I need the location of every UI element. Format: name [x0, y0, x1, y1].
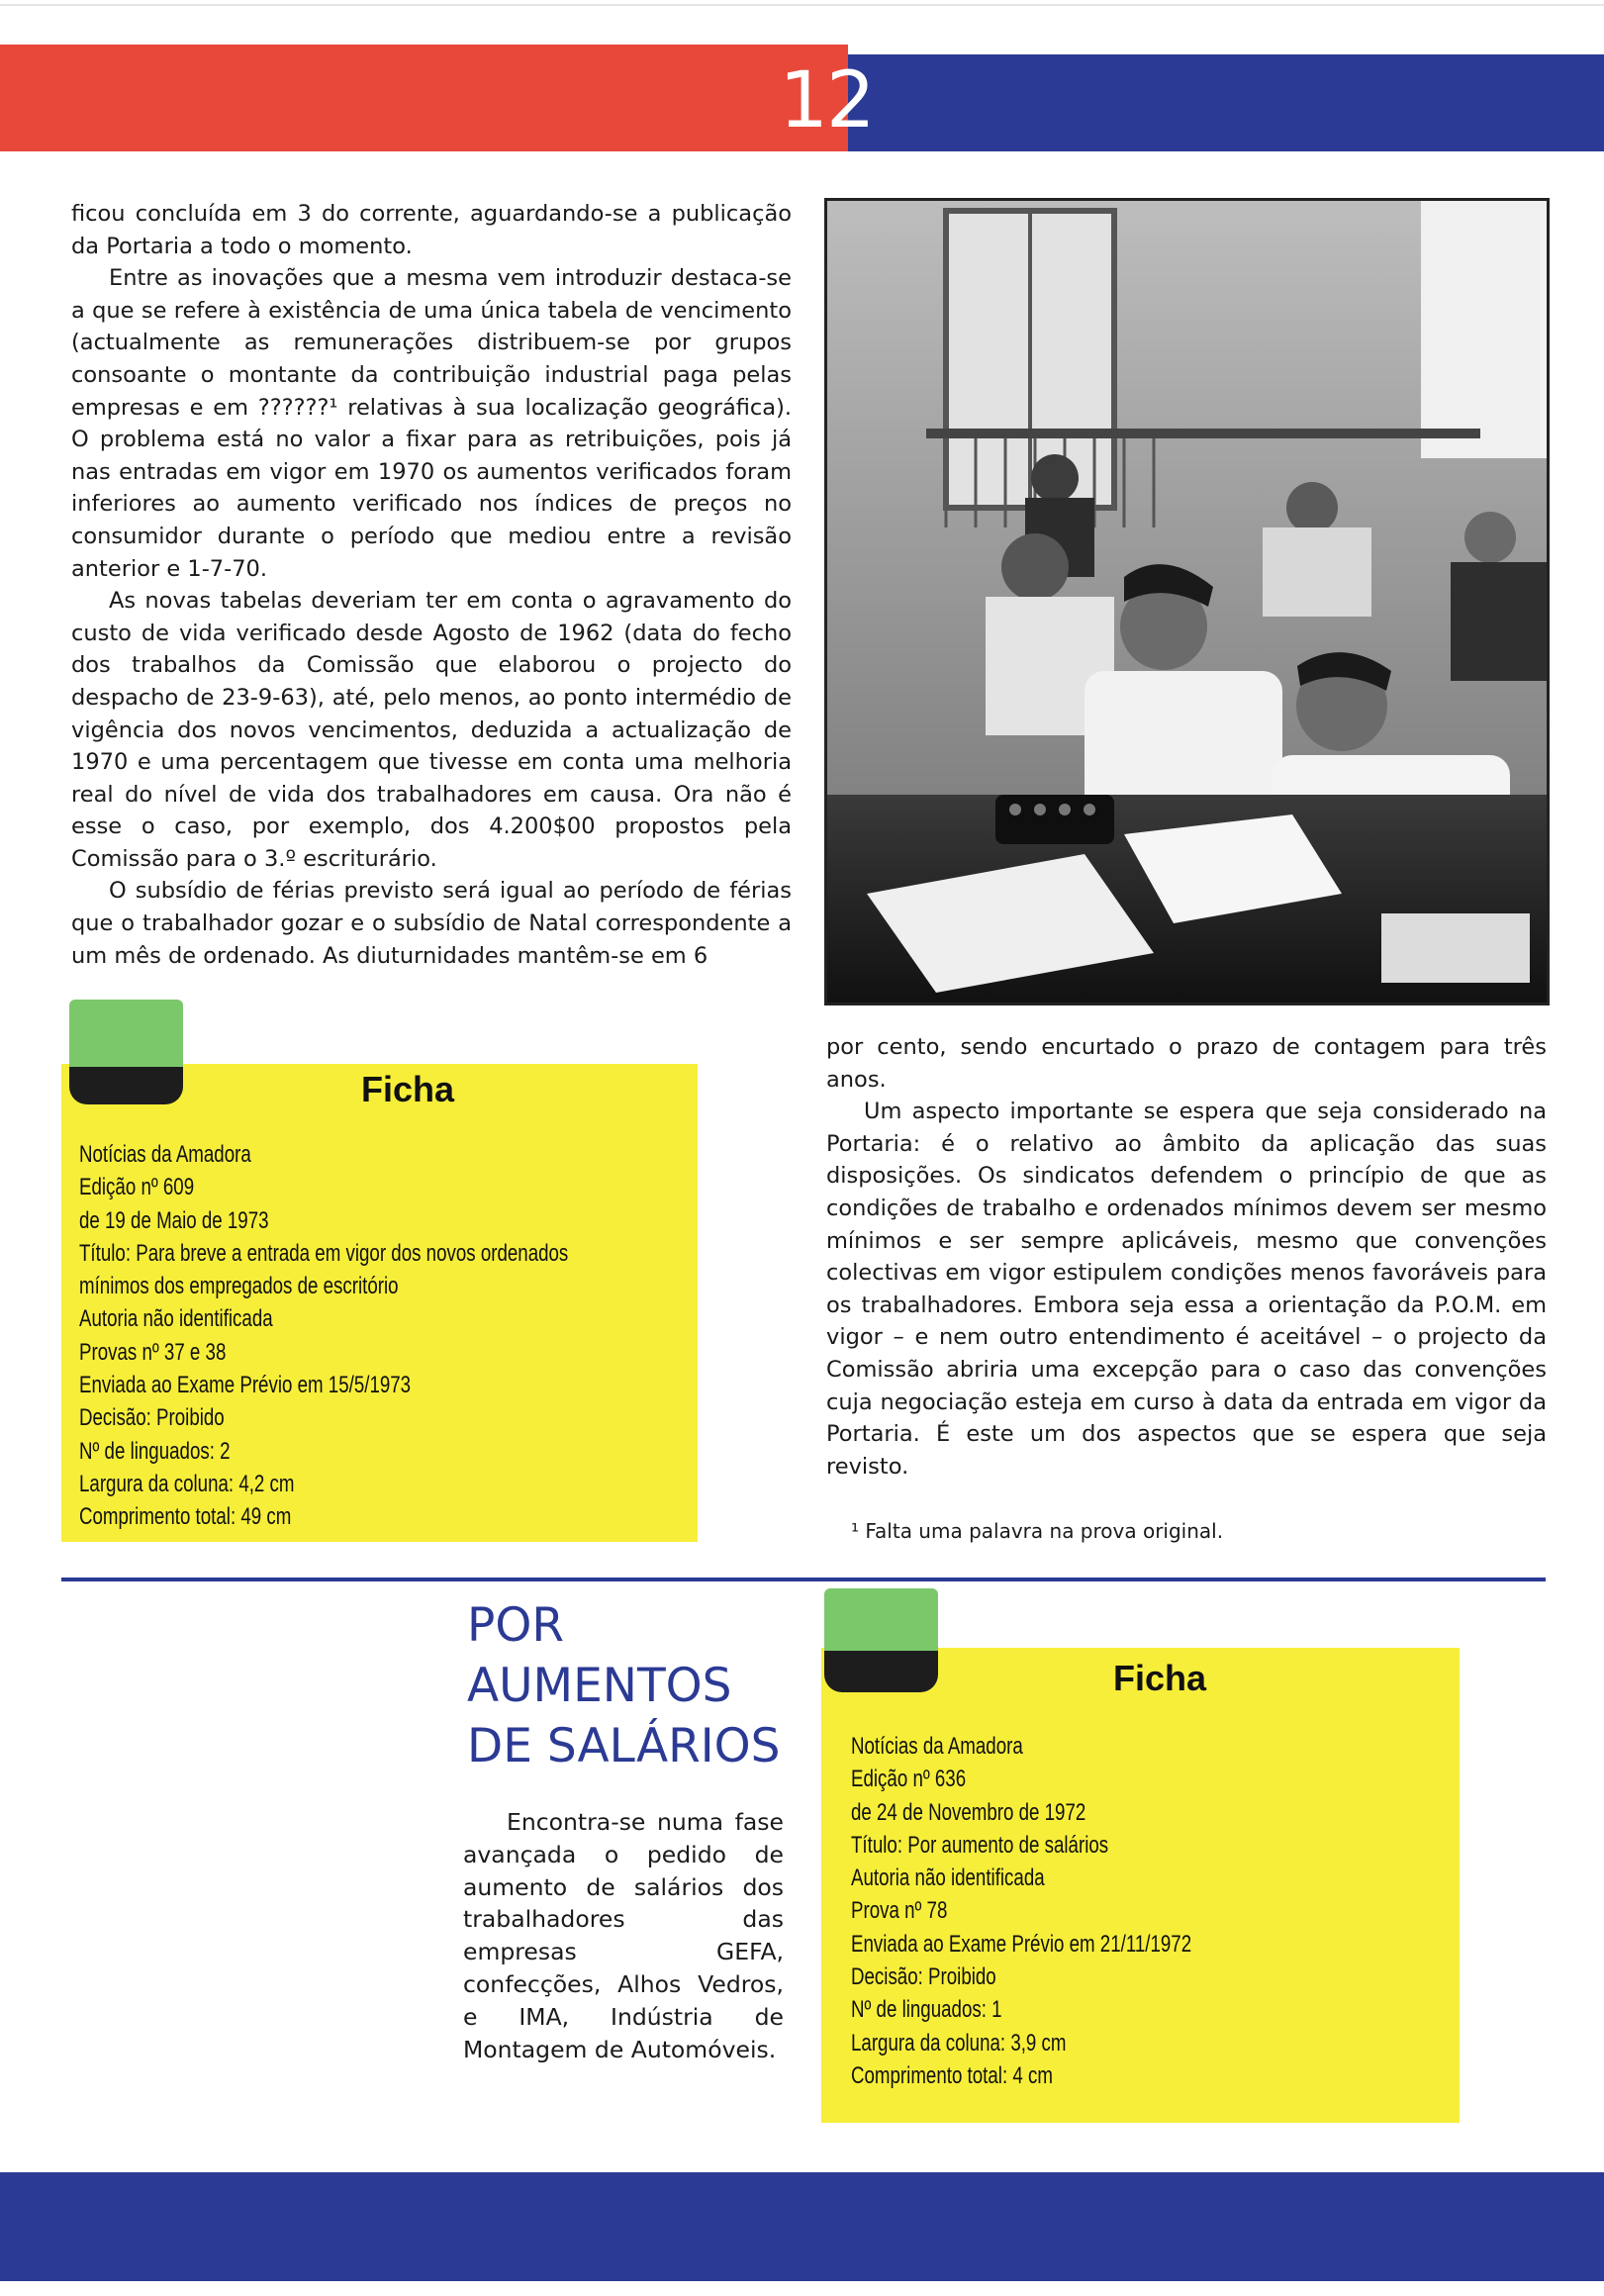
ficha-line: de 19 de Maio de 1973 [79, 1206, 269, 1234]
article-title-line: DE SALÁRIOS [467, 1719, 781, 1773]
ficha-line: Notícias da Amadora [851, 1733, 1023, 1760]
footer-blue-bar [0, 2172, 1604, 2281]
ficha-line: Decisão: Proibido [851, 1963, 996, 1991]
ficha-details-2 [851, 1730, 1191, 2092]
office-photo-image [827, 201, 1547, 1003]
ficha-line: Largura da coluna: 4,2 cm [79, 1470, 295, 1497]
ficha-black-tab-1 [69, 1067, 183, 1104]
top-rule [0, 4, 1604, 6]
ficha-line: Título: Para breve a entrada em vigor dos novos ordenados [79, 1239, 569, 1267]
paragraph: Entre as inovações que a mesma vem introduzir destaca-se a que se refere à existência de uma única tabela de vencimento (actualmente as remunerações distribuem-se por grupos consoante o montante da contribuição industrial paga pelas empresas e em ??????¹ relativas à sua localização geográfica). O problema está no valor a fixar para as retribuições, pois já nas entradas em vigor em 1970 os aumentos verificados foram inferiores ao aumento verificado nos índices de preços no consumidor durante o período que mediou entre a revisão anterior e 1-7-70. [71, 265, 792, 582]
ficha-line: Largura da coluna: 3,9 cm [851, 2029, 1067, 2057]
ficha-line: Decisão: Proibido [79, 1404, 225, 1432]
section-separator [61, 1578, 1546, 1581]
ficha-details-1 [79, 1138, 568, 1534]
office-photo [824, 198, 1550, 1005]
footnote: ¹ Falta uma palavra na prova original. [851, 1519, 1224, 1543]
paragraph: Um aspecto importante se espera que seja considerado na Portaria: é o relativo ao âmbito da aplicação das suas disposições. Os sindicatos defendem o princípio de que as condições de trabalho e ordenados mínimos devem ser mesmo mínimos e ser sempre aplicáveis, mesmo que convenções colectivas em vigor estipulem condições menos favoráveis para os trabalhadores. Embora seja essa a orientação da P.O.M. em vigor – e nem outro entendimento é aceitável – o projecto da Comissão abriria uma excepção para o caso das convenções cuja negociação esteja em curso à data da entrada em vigor da Portaria. É este um dos aspectos que se espera que seja revisto. [826, 1099, 1547, 1480]
right-column [826, 1031, 1547, 1483]
ficha-line: mínimos dos empregados de escritório [79, 1273, 399, 1300]
article-title [467, 1595, 823, 1776]
ficha-line: Notícias da Amadora [79, 1141, 251, 1168]
paragraph: ficou concluída em 3 do corrente, aguardando-se a publicação da Portaria a todo o momento. [71, 201, 792, 259]
ficha-line: Nº de linguados: 1 [851, 1996, 1002, 2024]
article-body [463, 1806, 784, 2065]
header-blue-bar [848, 54, 1604, 151]
paragraph: As novas tabelas deveriam ter em conta o agravamento do custo de vida verificado desde Agosto de 1962 (data do fecho dos trabalhos da Comissão que elaborou o projecto do despacho de 23-9-63), até, pelo menos, ao ponto intermédio de vigência dos novos vencimentos, deduzida a actualização de 1970 e uma percentagem que tivesse em conta uma melhoria real do nível de vida dos trabalhadores em causa. Ora não é esse o caso, por exemplo, dos 4.200$00 propostos pela Comissão para o 3.º escriturário. [71, 588, 792, 872]
ficha-black-tab-2 [824, 1651, 938, 1692]
ficha-green-tab-1 [69, 1000, 183, 1069]
ficha-line: de 24 de Novembro de 1972 [851, 1798, 1086, 1826]
paragraph: por cento, sendo encurtado o prazo de contagem para três anos. [826, 1034, 1547, 1093]
ficha-title-1: Ficha [361, 1069, 455, 1109]
article-paragraph: Encontra-se numa fase avançada o pedido de aumento de salários dos trabalhadores das empresas GEFA, confecções, Alhos Vedros, e IMA, Indústria de Montagem de Automóveis. [463, 1808, 784, 2063]
ficha-line: Provas nº 37 e 38 [79, 1338, 227, 1366]
ficha-line: Edição nº 636 [851, 1766, 967, 1793]
article-title-line: AUMENTOS [467, 1659, 732, 1713]
paragraph: O subsídio de férias previsto será igual ao período de férias que o trabalhador gozar e o subsídio de Natal correspondente a um mês de ordenado. As diuturnidades mantêm-se em 6 [71, 878, 792, 969]
ficha-line: Título: Por aumento de salários [851, 1831, 1109, 1859]
header-red-bar [0, 45, 848, 151]
ficha-line: Prova nº 78 [851, 1897, 948, 1925]
ficha-green-tab-2 [824, 1588, 938, 1653]
ficha-line: Autoria não identificada [79, 1305, 273, 1333]
ficha-line: Autoria não identificada [851, 1865, 1045, 1892]
page-number: 12 [779, 56, 874, 145]
ficha-line: Comprimento total: 49 cm [79, 1503, 292, 1531]
article-title-line: POR [467, 1598, 564, 1653]
ficha-line: Nº de linguados: 2 [79, 1437, 231, 1465]
ficha-line: Edição nº 609 [79, 1174, 195, 1201]
ficha-line: Enviada ao Exame Prévio em 21/11/1972 [851, 1930, 1192, 1958]
ficha-title-2: Ficha [1113, 1658, 1207, 1698]
left-column [71, 198, 792, 972]
ficha-line: Enviada ao Exame Prévio em 15/5/1973 [79, 1372, 412, 1399]
ficha-line: Comprimento total: 4 cm [851, 2061, 1053, 2089]
